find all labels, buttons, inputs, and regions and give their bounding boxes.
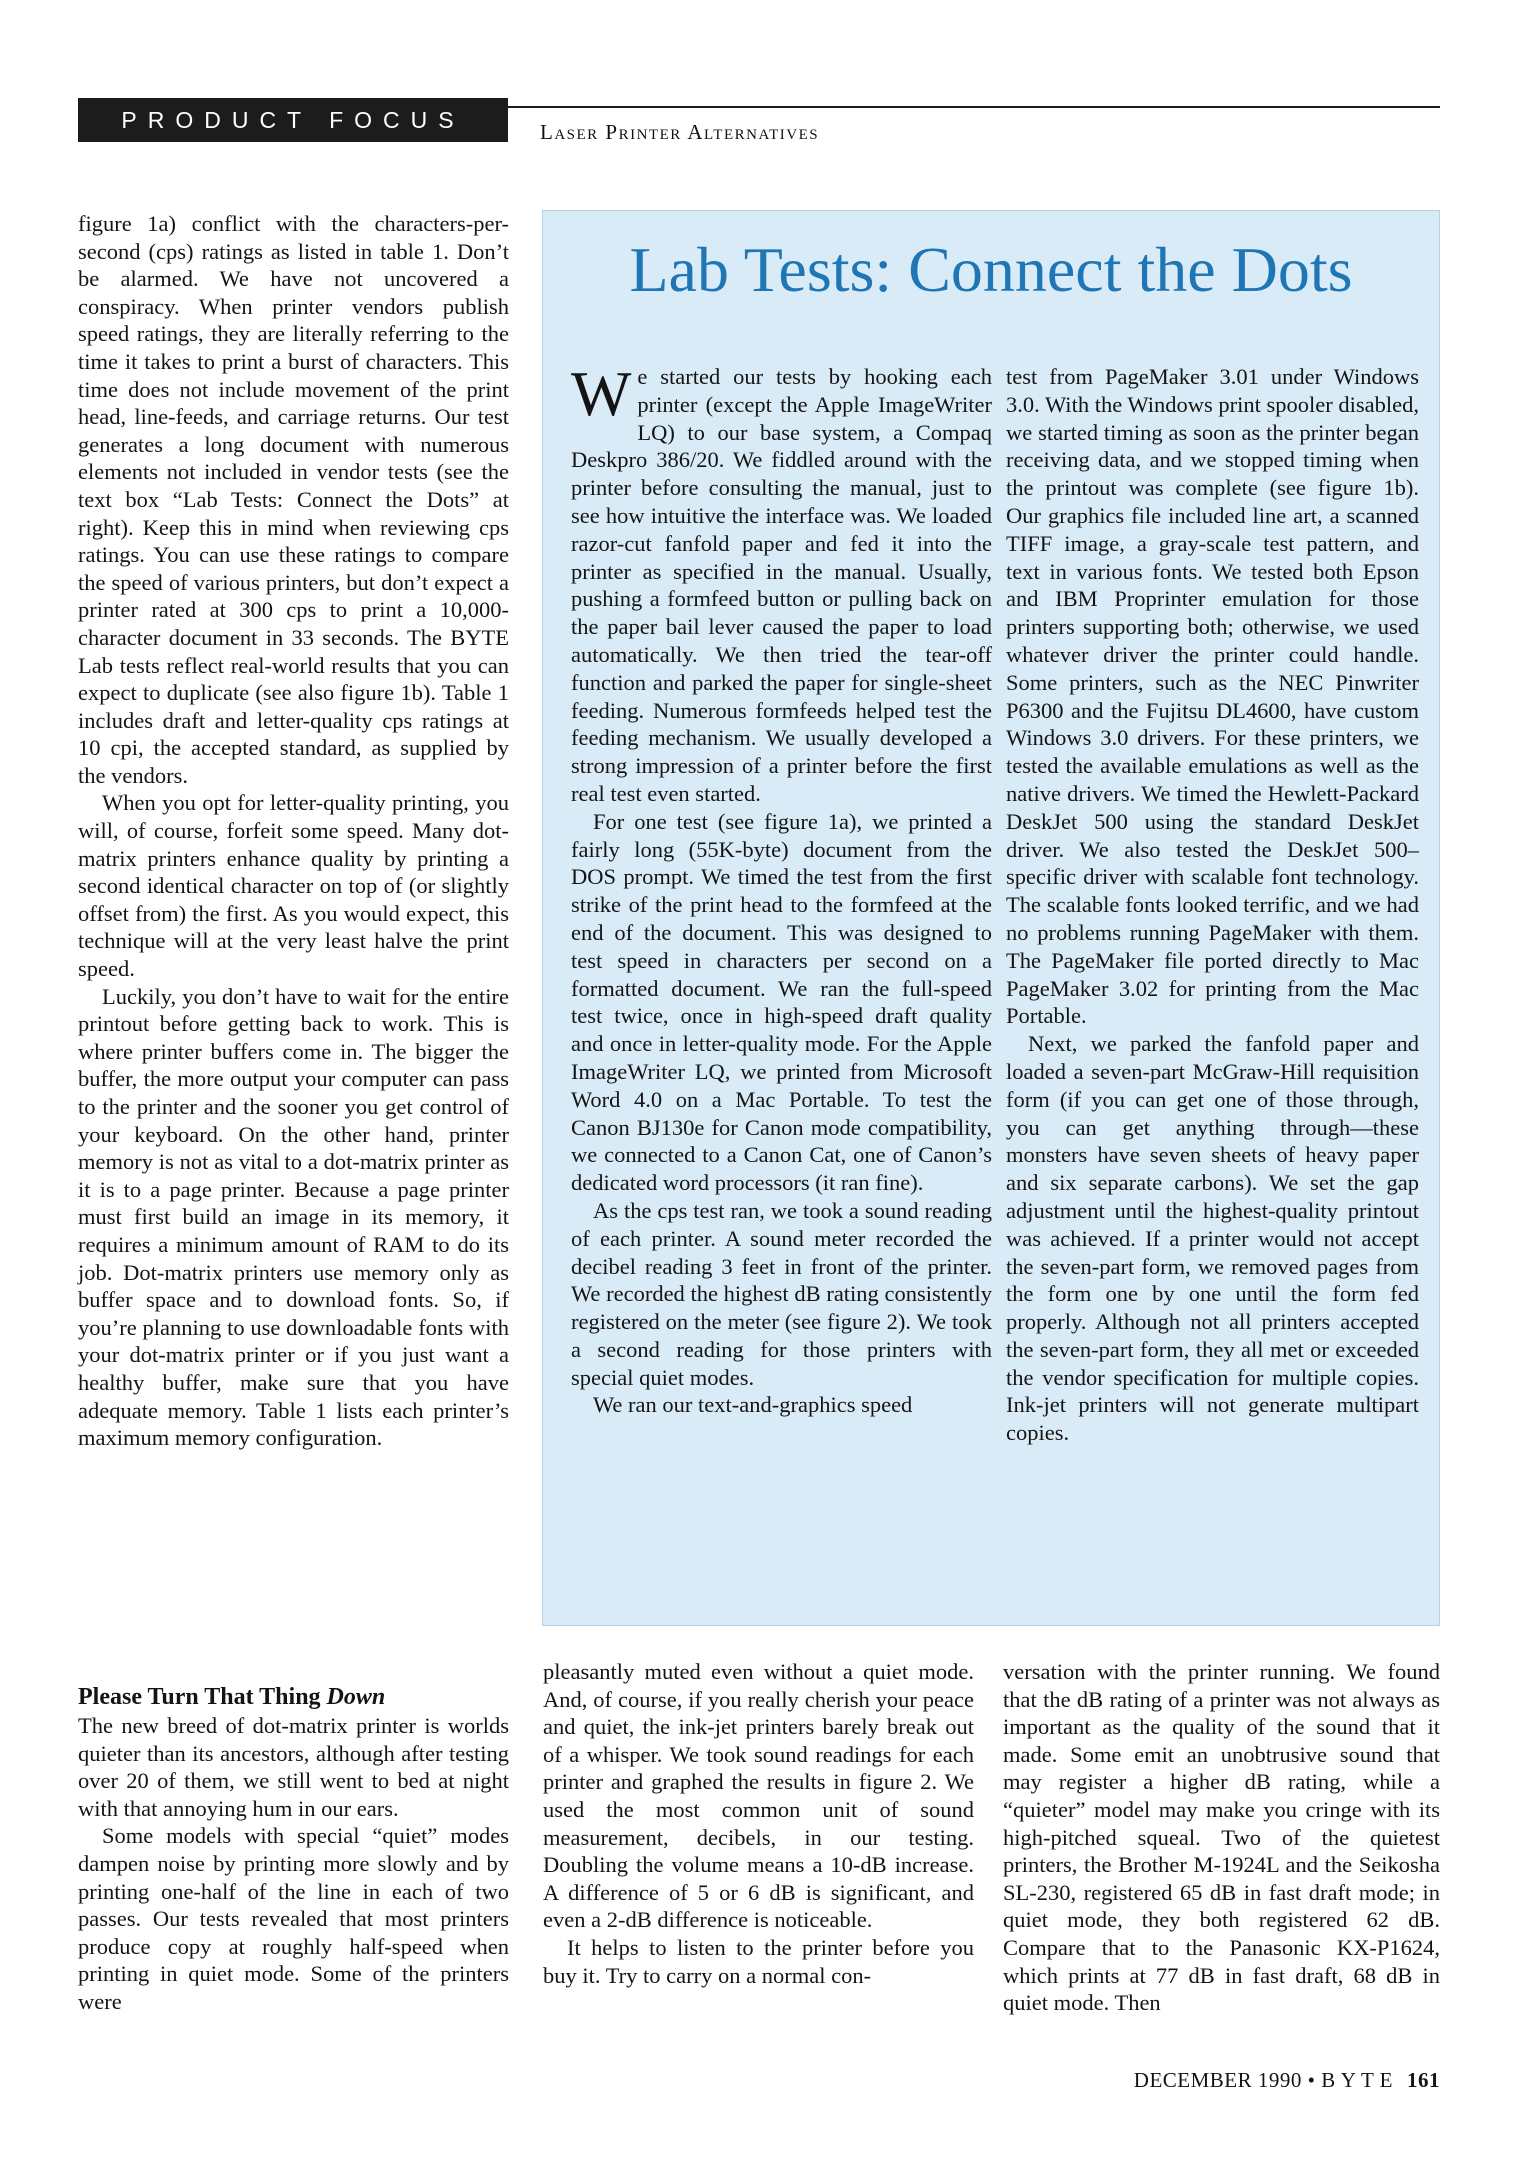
paragraph: Some models with special “quiet” modes dampen noise by printing more slowly and by printing one-half of the line in each of two passes. Our tests revealed that most printers produce copy at roughly half-speed when printing in quiet mode. Some of the printers were [78,1823,509,2014]
section-label: PRODUCT FOCUS [121,107,465,133]
sidebar-right-column [1006,363,1419,1447]
left-column-bottom [78,1682,509,2016]
sidebar-box [542,210,1440,1626]
paragraph-text: e started our tests by hooking each printer (except the Apple ImageWriter LQ) to our base system, a Compaq Deskpro 386/20. We fiddled around with the printer before consulting the manual, just to see how intuitive the interface was. We loaded razor-cut fanfold paper and fed it into the printer as specified in the manual. Usually, pushing a formfeed button or pulling back on the paper bail lever caused the paper to load automatically. We then tried the tear-off function and parked the paper for single-sheet feeding. Numerous formfeeds helped test the feeding mechanism. We usually developed a strong impression of a printer before the first real test even started. [571,364,992,806]
subhead [78,1682,509,1712]
paragraph: versation with the printer running. We found that the dB rating of a printer was not always as important as the quality of the sound that it made. Some emit an unobtrusive sound that may register a higher dB rating, while a “quieter” model may make you cringe with its high-pitched squeal. Two of the quietest printers, the Brother M-1924L and the Seikosha SL-230, registered 65 dB in fast draft mode; in quiet mode, they both registered 62 dB. Compare that to the Panasonic KX-P1624, which prints at 77 dB in fast draft, 68 dB in quiet mode. Then [1003,1659,1440,2016]
paragraph: We ran our text-and-graphics speed [593,1392,913,1418]
paragraph: pleasantly muted even without a quiet mode. And, of course, if you really cherish your peace and quiet, the ink-jet printers barely break out of a whisper. We took sound readings for each printer and graphed the results in figure 2. We used the most common unit of sound measurement, decibels, in our testing. Doubling the volume means a 10-dB increase. A difference of 5 or 6 dB is significant, and even a 2-dB difference is noticeable. [543,1659,974,1933]
subhead-emphasis: Down [326,1684,386,1710]
paragraph: For one test (see figure 1a), we printed a fairly long (55K-byte) document from the DOS prompt. We timed the test from the first strike of the print head to the formfeed at the end of the document. This was designed to test speed in characters per second on a formatted document. We ran the full-speed test twice, once in high-speed draft quality and once in letter-quality mode. For the Apple ImageWriter LQ, we printed from Microsoft Word 4.0 on a Mac Portable. To test the Canon BJ130e for Canon mode compatibility, we connected to a Canon Cat, one of Canon’s dedicated word processors (it ran fine). [571,808,992,1196]
running-head: Laser Printer Alternatives [540,120,820,144]
paragraph: As the cps test ran, we took a sound reading of each printer. A sound meter recorded the decibel reading 3 feet in front of the printer. We recorded the highest dB rating consistently registered on the meter (see figure 2). We took a second reading for those printers with special quiet modes. [571,1197,992,1390]
subhead-text: Please Turn That Thing [78,1684,327,1710]
sidebar-left-column [571,358,992,1419]
paragraph: test from PageMaker 3.01 under Windows 3.0. With the Windows print spooler disabled, we started timing as soon as the printer began receiving data, and we stopped timing when the printout was complete (see figure 1b). Our graphics file included line art, a scanned TIFF image, a gray-scale test pattern, and text in various fonts. We tested both Epson and IBM Proprinter emulation for those printers supporting both; otherwise, we used whatever driver the printer could handle. Some printers, such as the NEC Pinwriter P6300 and the Fujitsu DL4600, have custom Windows 3.0 drivers. For these printers, we tested the available emulations as well as the native drivers. We timed the Hewlett-Packard DeskJet 500 using the standard DeskJet driver. We also tested the DeskJet 500–specific driver with scalable font technology. The scalable fonts looked terrific, and we had no problems running PageMaker with them. The PageMaker file ported directly to Mac PageMaker 3.02 for printing from the Mac Portable. [1006,364,1419,1029]
issue-line: DECEMBER 1990 • B Y T E [1133,2068,1393,2092]
page-footer [1134,2068,1440,2093]
paragraph: When you opt for letter-quality printing, you will, of course, forfeit some speed. Many dot-matrix printers enhance quality by printing a second identical character on top of (or slightly offset from) the first. As you would expect, this technique will at the very least halve the print speed. [78,790,509,982]
paragraph: Next, we parked the fanfold paper and loaded a seven-part McGraw-Hill requisition form (if you can get one of those through, you can get anything through—these monsters have seven sheets of heavy paper and six separate carbons). We set the gap adjustment until the highest-quality printout was achieved. If a printer would not accept the seven-part form, we removed pages from the form one by one until the form fed properly. Although not all printers accepted the seven-part form, they all met or exceeded the vendor specification for multiple copies. Ink-jet printers will not generate multipart copies. [1006,1031,1419,1446]
paragraph: Luckily, you don’t have to wait for the entire printout before getting back to work. This is where printer buffers come in. The bigger the buffer, the more output your computer can pass to the printer and the sooner you get control of your keyboard. On the other hand, printer memory is not as vital to a dot-matrix printer as it is to a page printer. Because a page printer must first build an image in its memory, it requires a minimum amount of RAM to do its job. Dot-matrix printers use memory only as buffer space and to download fonts. So, if you’re planning to use downloadable fonts with your dot-matrix printer or if you just want a healthy buffer, make sure that you have adequate memory. Table 1 lists each printer’s maximum memory configuration. [78,983,509,1451]
drop-cap: W [571,358,632,429]
middle-column-bottom [543,1658,974,1989]
left-column-top [78,210,509,1452]
page-number: 161 [1407,2068,1440,2092]
paragraph: The new breed of dot-matrix printer is worlds quieter than its ancestors, although after testing over 20 of them, we still went to bed at night with that annoying hum in our ears. [78,1713,509,1821]
header-rule [508,106,1440,108]
paragraph: It helps to listen to the printer before you buy it. Try to carry on a normal con- [543,1934,974,1988]
paragraph [571,358,992,808]
paragraph: figure 1a) conflict with the characters-per-second (cps) ratings as listed in table 1. Don’t be alarmed. We have not uncovered a conspiracy. When printer vendors publish speed ratings, they are literally referring to the time it takes to print a burst of characters. This time does not include movement of the print head, line-feeds, and carriage returns. Our test generates a long document with numerous elements not included in vendor tests (see the text box “Lab Tests: Connect the Dots” at right). Keep this in mind when reviewing cps ratings. You can use these ratings to compare the speed of various printers, but don’t expect a printer rated at 300 cps to print a 10,000-character document in 33 seconds. The BYTE Lab tests reflect real-world results that you can expect to duplicate (see also figure 1b). Table 1 includes draft and letter-quality cps ratings at 10 cpi, the accepted standard, as supplied by the vendors. [78,211,509,788]
right-column-bottom [1003,1658,1440,2017]
sidebar-title: Lab Tests: Connect the Dots [629,234,1353,305]
